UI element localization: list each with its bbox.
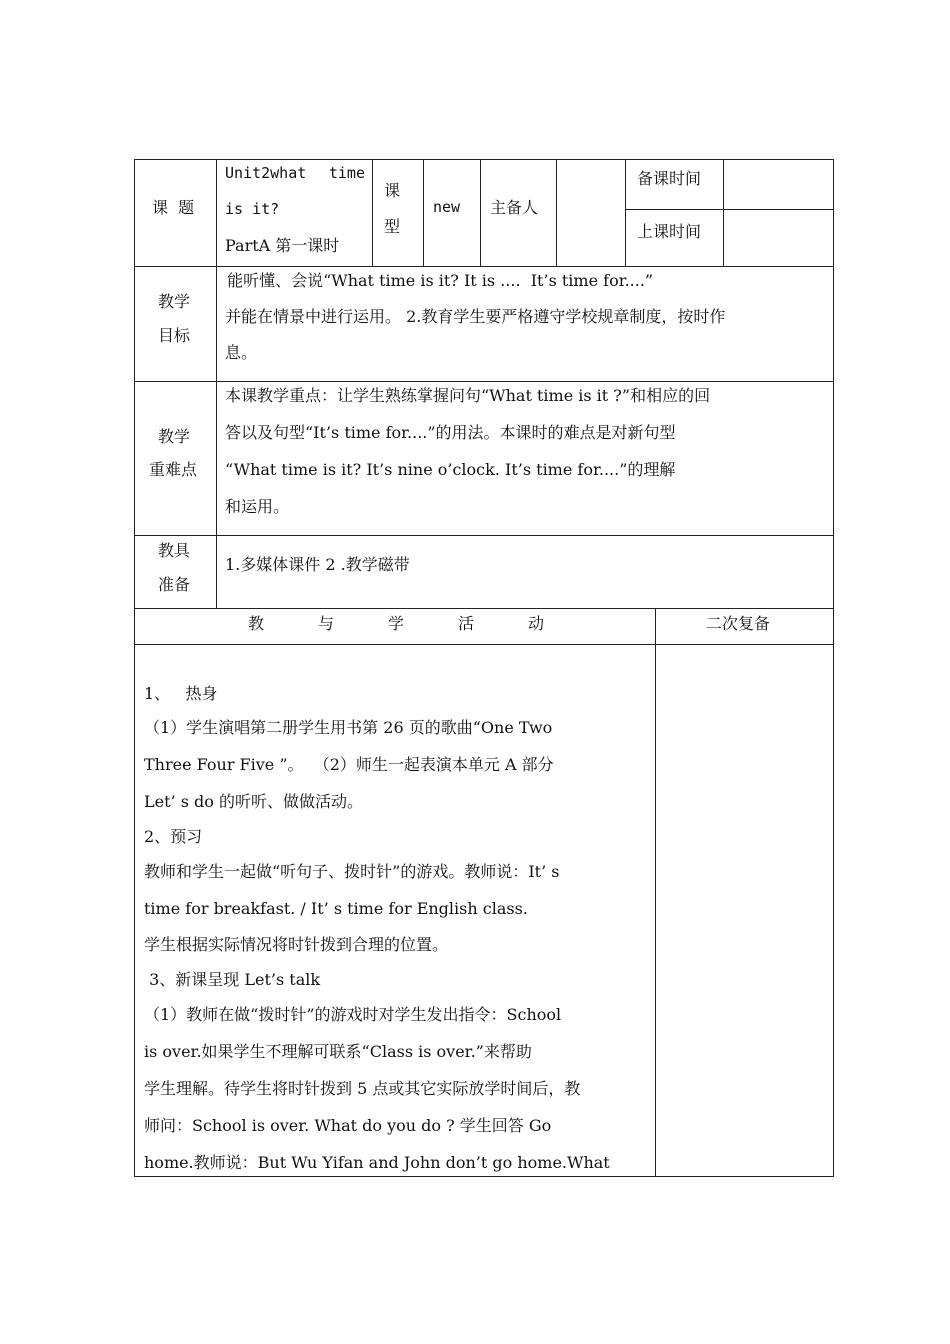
goals-label-1: 教学 (158, 292, 191, 311)
lead-label: 主备人 (490, 198, 539, 217)
second-prep-divider (655, 608, 656, 1177)
keypoints-label-1: 教学 (158, 427, 191, 446)
keypoints-line-4: 和运用。 (225, 497, 290, 516)
unit-title-line-3: PartA 第一课时 (225, 236, 340, 255)
row-divider-3 (134, 535, 834, 536)
table-border-right (833, 159, 834, 1177)
unit-title-line-1 (225, 155, 365, 192)
keypoints-line-1: 本课教学重点：让学生熟练掌握问句“What time is it ?”和相应的回 (225, 386, 711, 405)
activity-line-12: 学生理解。待学生将时针拨到 5 点或其它实际放学时间后，教 (144, 1079, 581, 1098)
goals-line-3: 息。 (225, 343, 258, 362)
header-divider-4 (556, 159, 557, 267)
keypoints-line-3: “What time is it? It’s nine o’clock. It’s time for....”的理解 (225, 460, 676, 479)
topic-label: 课 题 (152, 198, 195, 217)
activities-heading (248, 605, 544, 642)
activity-line-2: （1）学生演唱第二册学生用书第 26 页的歌曲“One Two (144, 718, 553, 737)
tools-value: 1.多媒体课件 2 .教学磁带 (225, 555, 410, 574)
activity-line-10: （1）教师在做“拨时针”的游戏时对学生发出指令：School (144, 1005, 562, 1024)
header-divider-6 (723, 159, 724, 267)
unit-title-line-2: is it? (225, 200, 280, 218)
goals-line-1: 能听懂、会说“What time is it? It is .... It’s time for....” (222, 271, 654, 290)
header-divider-1 (372, 159, 373, 267)
activity-line-1: 1、 热身 (144, 684, 218, 703)
activities-heading-char-5: 动 (527, 614, 544, 633)
tools-label-1: 教具 (158, 541, 191, 560)
time-divider (625, 209, 834, 210)
keypoints-label-2: 重难点 (149, 460, 198, 479)
type-label-1: 课 (384, 181, 401, 200)
class-time-label: 上课时间 (637, 222, 702, 241)
activity-line-3: Three Four Five ”。 （2）师生一起表演本单元 A 部分 (144, 755, 554, 774)
row-divider-5 (134, 644, 834, 645)
activity-line-11: is over.如果学生不理解可联系“Class is over.”来帮助 (144, 1042, 532, 1061)
keypoints-line-2: 答以及句型“It’s time for....”的用法。本课时的难点是对新句型 (225, 423, 676, 442)
activity-line-7: time for breakfast. / It’ s time for English class. (144, 899, 528, 918)
second-prep-heading: 二次复备 (706, 614, 771, 633)
header-divider-2 (423, 159, 424, 267)
activity-line-5: 2、预习 (144, 827, 203, 846)
activity-line-8: 学生根据实际情况将时针拨到合理的位置。 (144, 935, 449, 954)
activity-line-13: 师问：School is over. What do you do ? 学生回答 Go (144, 1116, 552, 1135)
activities-heading-char-1: 教 (248, 614, 265, 633)
type-value: new (433, 198, 461, 216)
header-divider-3 (480, 159, 481, 267)
goals-line-2: 并能在情景中进行运用。 2.教育学生要严格遵守学校规章制度，按时作 (225, 307, 726, 326)
header-divider-5 (625, 159, 626, 267)
table-border-left (134, 159, 135, 1177)
activity-line-14: home.教师说：But Wu Yifan and John don’t go home.What (144, 1153, 610, 1172)
prep-time-label: 备课时间 (637, 169, 702, 188)
type-label-2: 型 (384, 217, 401, 236)
activity-line-6: 教师和学生一起做“听句子、拨时针”的游戏。教师说：It’ s (144, 862, 560, 881)
activity-line-4: Let’ s do 的听听、做做活动。 (144, 792, 363, 811)
tools-label-2: 准备 (158, 575, 191, 594)
activities-heading-char-3: 学 (387, 614, 404, 633)
unit-title-line-1-text: Unit2what time (225, 164, 365, 182)
activities-heading-char-2: 与 (317, 614, 334, 633)
activity-line-9: 3、新课呈现 Let’s talk (144, 970, 321, 989)
activities-heading-char-4: 活 (457, 614, 474, 633)
goals-label-2: 目标 (158, 326, 191, 345)
label-column-divider (216, 159, 217, 609)
